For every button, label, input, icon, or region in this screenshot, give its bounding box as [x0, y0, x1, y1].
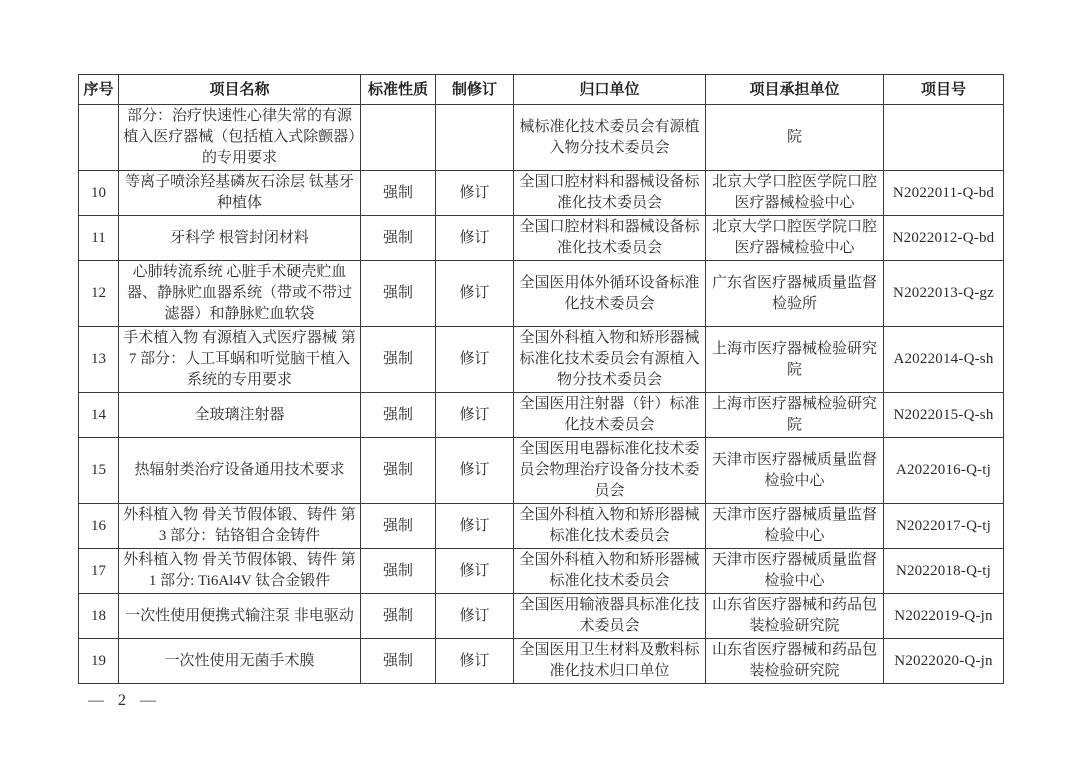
- cell-revision-type: 修订: [436, 261, 514, 327]
- cell-standard-nature: 强制: [361, 216, 436, 261]
- cell-revision-type: 修订: [436, 327, 514, 393]
- cell-project-number: N2022017-Q-tj: [884, 504, 1004, 549]
- cell-revision-type: 修订: [436, 639, 514, 684]
- header-authority-unit: 归口单位: [514, 75, 706, 105]
- cell-revision-type: 修订: [436, 438, 514, 504]
- cell-authority-unit: 全国口腔材料和器械设备标准化技术委员会: [514, 171, 706, 216]
- cell-revision-type: 修订: [436, 216, 514, 261]
- table-row: [79, 171, 1004, 216]
- cell-revision-type: 修订: [436, 504, 514, 549]
- table-row: [79, 393, 1004, 438]
- cell-authority-unit: 全国医用体外循环设备标准化技术委员会: [514, 261, 706, 327]
- cell-authority-unit: 全国外科植入物和矫形器械标准化技术委员会: [514, 549, 706, 594]
- cell-undertaker-unit: 上海市医疗器械检验研究院: [706, 393, 884, 438]
- cell-undertaker-unit: 山东省医疗器械和药品包装检验研究院: [706, 639, 884, 684]
- cell-standard-nature: 强制: [361, 594, 436, 639]
- cell-serial-number: 17: [79, 549, 119, 594]
- cell-project-name: 牙科学 根管封闭材料: [119, 216, 361, 261]
- cell-undertaker-unit: 上海市医疗器械检验研究院: [706, 327, 884, 393]
- cell-project-name: 手术植入物 有源植入式医疗器械 第 7 部分：人工耳蜗和听觉脑干植入系统的专用要求: [119, 327, 361, 393]
- cell-undertaker-unit: 广东省医疗器械质量监督检验所: [706, 261, 884, 327]
- cell-project-number: N2022018-Q-tj: [884, 549, 1004, 594]
- cell-serial-number: 14: [79, 393, 119, 438]
- cell-serial-number: 16: [79, 504, 119, 549]
- cell-project-name: 全玻璃注射器: [119, 393, 361, 438]
- cell-standard-nature: 强制: [361, 438, 436, 504]
- cell-revision-type: 修订: [436, 393, 514, 438]
- cell-project-name: 一次性使用无菌手术膜: [119, 639, 361, 684]
- cell-project-name: 外科植入物 骨关节假体锻、铸件 第 3 部分：钴铬钼合金铸件: [119, 504, 361, 549]
- cell-revision-type: 修订: [436, 549, 514, 594]
- table-row: [79, 105, 1004, 171]
- cell-standard-nature: 强制: [361, 327, 436, 393]
- cell-serial-number: [79, 105, 119, 171]
- cell-project-number: N2022015-Q-sh: [884, 393, 1004, 438]
- header-undertaker-unit: 项目承担单位: [706, 75, 884, 105]
- cell-authority-unit: 全国医用输液器具标准化技术委员会: [514, 594, 706, 639]
- cell-undertaker-unit: 天津市医疗器械质量监督检验中心: [706, 438, 884, 504]
- cell-undertaker-unit: 北京大学口腔医学院口腔医疗器械检验中心: [706, 216, 884, 261]
- cell-project-number: A2022014-Q-sh: [884, 327, 1004, 393]
- table-row: [79, 438, 1004, 504]
- cell-project-number: N2022013-Q-gz: [884, 261, 1004, 327]
- cell-project-number: N2022020-Q-jn: [884, 639, 1004, 684]
- cell-authority-unit: 全国外科植入物和矫形器械标准化技术委员会有源植入物分技术委员会: [514, 327, 706, 393]
- cell-project-number: N2022019-Q-jn: [884, 594, 1004, 639]
- cell-project-name: 热辐射类治疗设备通用技术要求: [119, 438, 361, 504]
- cell-standard-nature: 强制: [361, 261, 436, 327]
- header-project-number: 项目号: [884, 75, 1004, 105]
- cell-serial-number: 15: [79, 438, 119, 504]
- cell-serial-number: 12: [79, 261, 119, 327]
- cell-project-name: 等离子喷涂羟基磷灰石涂层 钛基牙种植体: [119, 171, 361, 216]
- cell-standard-nature: 强制: [361, 393, 436, 438]
- cell-project-number: A2022016-Q-tj: [884, 438, 1004, 504]
- cell-project-number: N2022012-Q-bd: [884, 216, 1004, 261]
- cell-project-name: 心肺转流系统 心脏手术硬壳贮血器、静脉贮血器系统（带或不带过滤器）和静脉贮血软袋: [119, 261, 361, 327]
- table-row: [79, 594, 1004, 639]
- cell-project-number: [884, 105, 1004, 171]
- page-number: — 2 —: [88, 692, 161, 709]
- cell-authority-unit: 全国外科植入物和矫形器械标准化技术委员会: [514, 504, 706, 549]
- cell-authority-unit: 全国医用注射器（针）标准化技术委员会: [514, 393, 706, 438]
- table-row: [79, 327, 1004, 393]
- cell-revision-type: 修订: [436, 594, 514, 639]
- cell-project-number: N2022011-Q-bd: [884, 171, 1004, 216]
- cell-authority-unit: 械标准化技术委员会有源植入物分技术委员会: [514, 105, 706, 171]
- cell-standard-nature: 强制: [361, 549, 436, 594]
- table-row: [79, 549, 1004, 594]
- cell-authority-unit: 全国医用电器标准化技术委员会物理治疗设备分技术委员会: [514, 438, 706, 504]
- cell-serial-number: 11: [79, 216, 119, 261]
- cell-serial-number: 10: [79, 171, 119, 216]
- header-project-name: 项目名称: [119, 75, 361, 105]
- cell-authority-unit: 全国医用卫生材料及敷料标准化技术归口单位: [514, 639, 706, 684]
- cell-undertaker-unit: 院: [706, 105, 884, 171]
- projects-table: [78, 74, 1004, 684]
- table-header-row: [79, 75, 1004, 105]
- cell-undertaker-unit: 天津市医疗器械质量监督检验中心: [706, 504, 884, 549]
- header-serial-number: 序号: [79, 75, 119, 105]
- cell-revision-type: [436, 105, 514, 171]
- header-revision-type: 制修订: [436, 75, 514, 105]
- cell-serial-number: 18: [79, 594, 119, 639]
- cell-serial-number: 19: [79, 639, 119, 684]
- cell-project-name: 一次性使用便携式输注泵 非电驱动: [119, 594, 361, 639]
- cell-undertaker-unit: 北京大学口腔医学院口腔医疗器械检验中心: [706, 171, 884, 216]
- cell-standard-nature: 强制: [361, 504, 436, 549]
- cell-standard-nature: [361, 105, 436, 171]
- cell-undertaker-unit: 天津市医疗器械质量监督检验中心: [706, 549, 884, 594]
- cell-standard-nature: 强制: [361, 171, 436, 216]
- cell-project-name: 外科植入物 骨关节假体锻、铸件 第 1 部分: Ti6Al4V 钛合金锻件: [119, 549, 361, 594]
- table-row: [79, 639, 1004, 684]
- header-standard-nature: 标准性质: [361, 75, 436, 105]
- cell-revision-type: 修订: [436, 171, 514, 216]
- table-row: [79, 504, 1004, 549]
- cell-authority-unit: 全国口腔材料和器械设备标准化技术委员会: [514, 216, 706, 261]
- cell-serial-number: 13: [79, 327, 119, 393]
- cell-undertaker-unit: 山东省医疗器械和药品包装检验研究院: [706, 594, 884, 639]
- table-row: [79, 216, 1004, 261]
- cell-standard-nature: 强制: [361, 639, 436, 684]
- cell-project-name: 部分：治疗快速性心律失常的有源植入医疗器械（包括植入式除颤器）的专用要求: [119, 105, 361, 171]
- table-row: [79, 261, 1004, 327]
